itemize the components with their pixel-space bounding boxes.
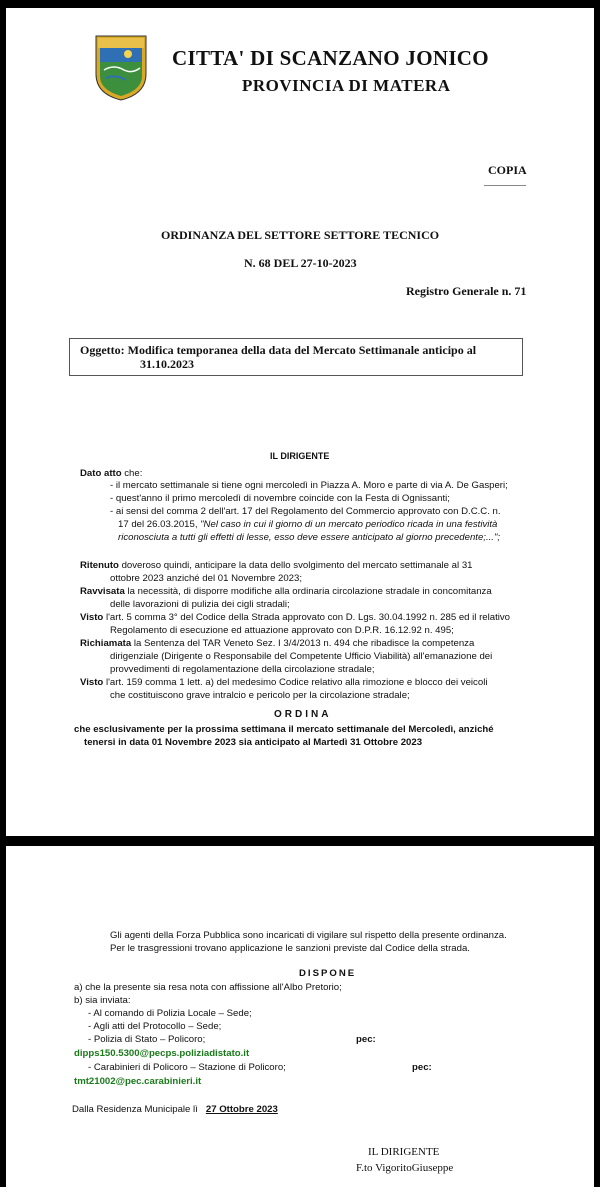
dato-atto-label: Dato atto xyxy=(80,468,122,479)
pec-label: pec: xyxy=(356,1034,376,1045)
pec-polizia-link[interactable]: dipps150.5300@pecps.poliziadistato.it xyxy=(74,1048,250,1059)
recipient-item: - Al comando di Polizia Locale – Sede; xyxy=(88,1008,252,1019)
ordinance-number: N. 68 DEL 27-10-2023 xyxy=(244,256,357,270)
ordina-text-cont: tenersi in data 01 Novembre 2023 sia anticipato al Martedì 31 Ottobre 2023 xyxy=(84,737,423,748)
recipient-item: - Carabinieri di Policoro – Stazione di Policoro; xyxy=(88,1062,286,1073)
intro-line-2: Per le trasgressioni trovano applicazione le sanzioni previste dal Codice della strada. xyxy=(110,943,470,954)
ordina-text: che esclusivamente per la prossima settimana il mercato settimanale del Mercoledì, anziché xyxy=(74,724,494,735)
ritenuto-line xyxy=(80,560,472,573)
ravvisata-text-cont: delle lavorazioni di pulizia dei cigli stradali; xyxy=(110,599,290,610)
dato-atto-suffix: che: xyxy=(121,468,143,479)
province-name: PROVINCIA DI MATERA xyxy=(242,76,451,95)
subject-box xyxy=(69,338,523,376)
list-item: - quest'anno il primo mercoledì di novembre coincide con la Festa di Ognissanti; xyxy=(110,493,450,504)
document-page-1 xyxy=(6,8,594,836)
recipient-item: - Agli atti del Protocollo – Sede; xyxy=(88,1021,222,1032)
dirigente-heading: IL DIRIGENTE xyxy=(270,451,330,461)
visto-line-1 xyxy=(80,612,510,625)
richiamata-text-cont: provvedimenti di regolamentazione della circolazione stradale; xyxy=(110,664,375,675)
signer-name: F.to VigoritoGiuseppe xyxy=(356,1162,454,1174)
richiamata-text-cont: dirigenziale (Dirigente o Responsabile del Competente Ufficio Viabilità) all'emanazione dei xyxy=(110,651,493,662)
visto-text: l'art. 5 comma 3° del Codice della Strada approvato con D. Lgs. 30.04.1992 n. 285 ed il relativo xyxy=(103,612,511,623)
ordinance-title: ORDINANZA DEL SETTORE SETTORE TECNICO xyxy=(161,228,440,242)
municipal-crest-icon xyxy=(94,34,148,102)
regulation-quote-cont: riconosciuta a tutti gli effetti di lesse, esso deve essere anticipato al giorno precedente;..."; xyxy=(118,532,501,543)
municipality-name: CITTA' DI SCANZANO JONICO xyxy=(172,46,489,70)
document-page-2 xyxy=(6,846,594,1187)
regulation-quote: "Nel caso in cui il giorno di un mercato periodico ricada in una festività xyxy=(200,519,498,530)
ritenuto-text-cont: ottobre 2023 anziché del 01 Novembre 2023; xyxy=(110,573,303,584)
registry-number: Registro Generale n. 71 xyxy=(406,284,527,298)
copy-underline xyxy=(484,185,526,186)
visto-text: l'art. 159 comma 1 lett. a) del medesimo Codice relativo alla rimozione e blocco dei veicoli xyxy=(103,677,488,688)
list-item-continuation xyxy=(118,519,497,532)
visto-text-cont: Regolamento di esecuzione ed attuazione approvato con D.P.R. 16.12.92 n. 495; xyxy=(110,625,454,636)
ravvisata-label: Ravvisata xyxy=(80,586,125,597)
copy-label: COPIA xyxy=(488,163,527,177)
recipient-item: - Polizia di Stato – Policoro; xyxy=(88,1034,206,1045)
richiamata-text: la Sentenza del TAR Veneto Sez. I 3/4/2013 n. 494 che ribadisce la competenza xyxy=(131,638,475,649)
regulation-ref: 17 del 26.03.2015, xyxy=(118,519,201,530)
intro-line-1: Gli agenti della Forza Pubblica sono incaricati di vigilare sul rispetto della presente ordinanza. xyxy=(110,930,507,941)
visto-label: Visto xyxy=(80,612,104,623)
dispone-heading: DISPONE xyxy=(299,968,357,979)
dispone-item-a: a) che la presente sia resa nota con affissione all'Albo Pretorio; xyxy=(74,982,342,993)
richiamata-label: Richiamata xyxy=(80,638,132,649)
visto-text-cont: che costituiscono grave intralcio e pericolo per la circolazione stradale; xyxy=(110,690,410,701)
closing-date: 27 Ottobre 2023 xyxy=(205,1104,278,1115)
closing-line xyxy=(72,1104,278,1117)
ritenuto-text: doveroso quindi, anticipare la data dello svolgimento del mercato settimanale al 31 xyxy=(118,560,473,571)
ritenuto-label: Ritenuto xyxy=(80,560,119,571)
visto-label: Visto xyxy=(80,677,104,688)
visto-line-2 xyxy=(80,677,487,690)
dispone-item-b: b) sia inviata: xyxy=(74,995,131,1006)
pec-label: pec: xyxy=(412,1062,432,1073)
ordina-heading: ORDINA xyxy=(274,709,332,720)
closing-prefix: Dalla Residenza Municipale lì xyxy=(72,1104,198,1115)
subject-line-2: 31.10.2023 xyxy=(140,357,194,371)
list-item: - ai sensi del comma 2 dell'art. 17 del Regolamento del Commercio approvato con D.C.C. n. xyxy=(110,506,501,517)
list-item: - il mercato settimanale si tiene ogni mercoledì in Piazza A. Moro e parte di via A. De Gasperi; xyxy=(110,480,508,491)
signer-title: IL DIRIGENTE xyxy=(368,1146,440,1158)
dato-atto-line xyxy=(80,468,142,481)
pec-carabinieri-link[interactable]: tmt21002@pec.carabinieri.it xyxy=(74,1076,202,1087)
ravvisata-line xyxy=(80,586,492,599)
subject-line-1: Oggetto: Modifica temporanea della data del Mercato Settimanale anticipo al xyxy=(80,343,477,357)
ravvisata-text: la necessità, di disporre modifiche alla ordinaria circolazione stradale in concomitanza xyxy=(124,586,492,597)
richiamata-line xyxy=(80,638,474,651)
